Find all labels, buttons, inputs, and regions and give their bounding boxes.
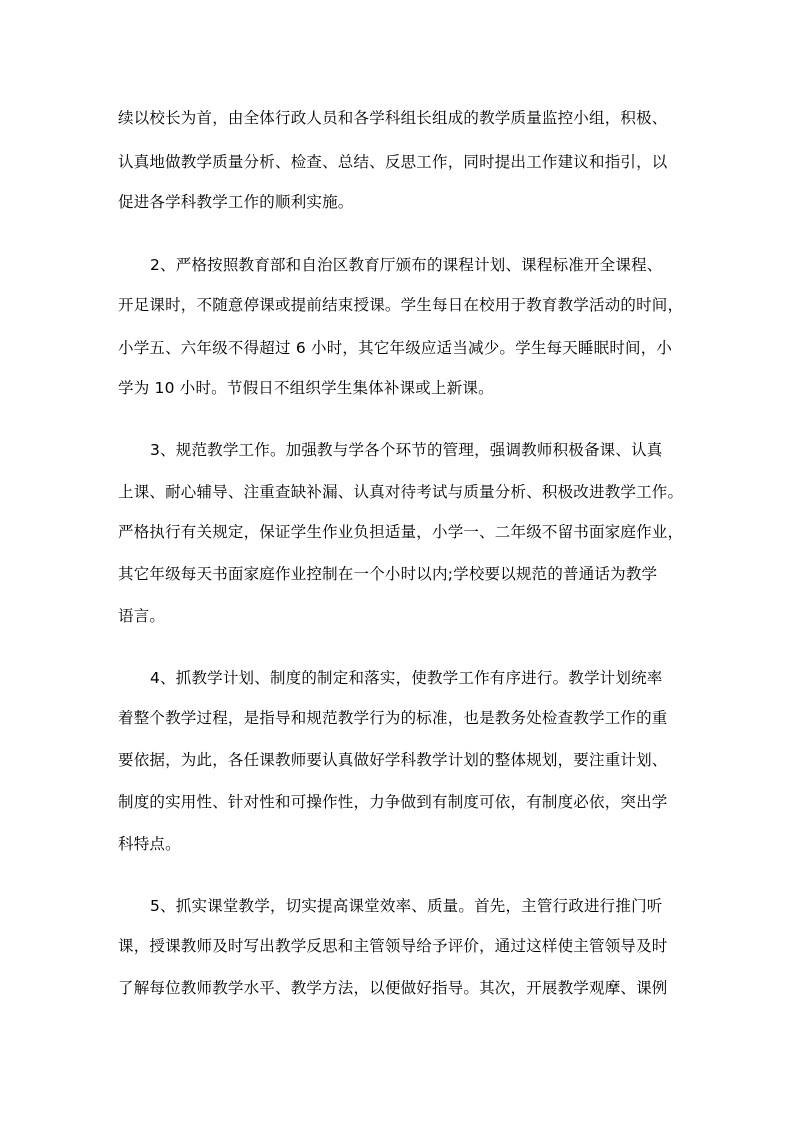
text-line: 制度的实用性、针对性和可操作性，力争做到有制度可依，有制度必依，突出学 [118,793,668,811]
text-line: 学为 10 小时。节假日不组织学生集体补课或上新课。 [118,379,494,397]
paragraph-first-line: 4、抓教学计划、制度的制定和落实，使教学工作有序进行。教学计划统率 [150,669,663,687]
paragraph-first-line: 2、严格按照教育部和自治区教育厅颁布的课程计划、课程标准开全课程、 [150,256,663,274]
text-line: 开足课时，不随意停课或提前结束授课。学生每日在校用于教育教学活动的时间， [118,296,684,314]
paragraph-first-line: 3、规范教学工作。加强教与学各个环节的管理，强调教师积极备课、认真 [150,441,663,459]
text-line: 了解每位教师教学水平、教学方法，以便做好指导。其次，开展教学观摩、课例 [118,979,668,997]
text-line: 科特点。 [118,835,181,853]
paragraph-first-line: 5、抓实课堂教学，切实提高课堂效率、质量。首先，主管行政进行推门听 [150,897,663,915]
text-line: 续以校长为首，由全体行政人员和各学科组长组成的教学质量监控小组，积极、 [118,109,668,127]
text-line: 着整个教学过程，是指导和规范教学行为的标准，也是教务处检查教学工作的重 [118,709,668,727]
text-line: 严格执行有关规定，保证学生作业负担适量，小学一、二年级不留书面家庭作业， [118,523,684,541]
text-line: 上课、耐心辅导、注重查缺补漏、认真对待考试与质量分析、积极改进教学工作。 [118,483,684,501]
text-line: 语言。 [118,607,166,625]
text-line: 要依据，为此，各任课教师要认真做好学科教学计划的整体规划，要注重计划、 [118,751,668,769]
text-line: 小学五、六年级不得超过 6 小时，其它年级应适当减少。学生每天睡眠时间，小 [118,339,673,357]
text-line: 其它年级每天书面家庭作业控制在一个小时以内;学校要以规范的普通话为教学 [118,565,658,583]
text-line: 课，授课教师及时写出教学反思和主管领导给予评价，通过这样使主管领导及时 [118,937,668,955]
text-line: 促进各学科教学工作的顺利实施。 [118,193,354,211]
text-line: 认真地做教学质量分析、检查、总结、反思工作，同时提出工作建议和指引，以 [118,153,668,171]
